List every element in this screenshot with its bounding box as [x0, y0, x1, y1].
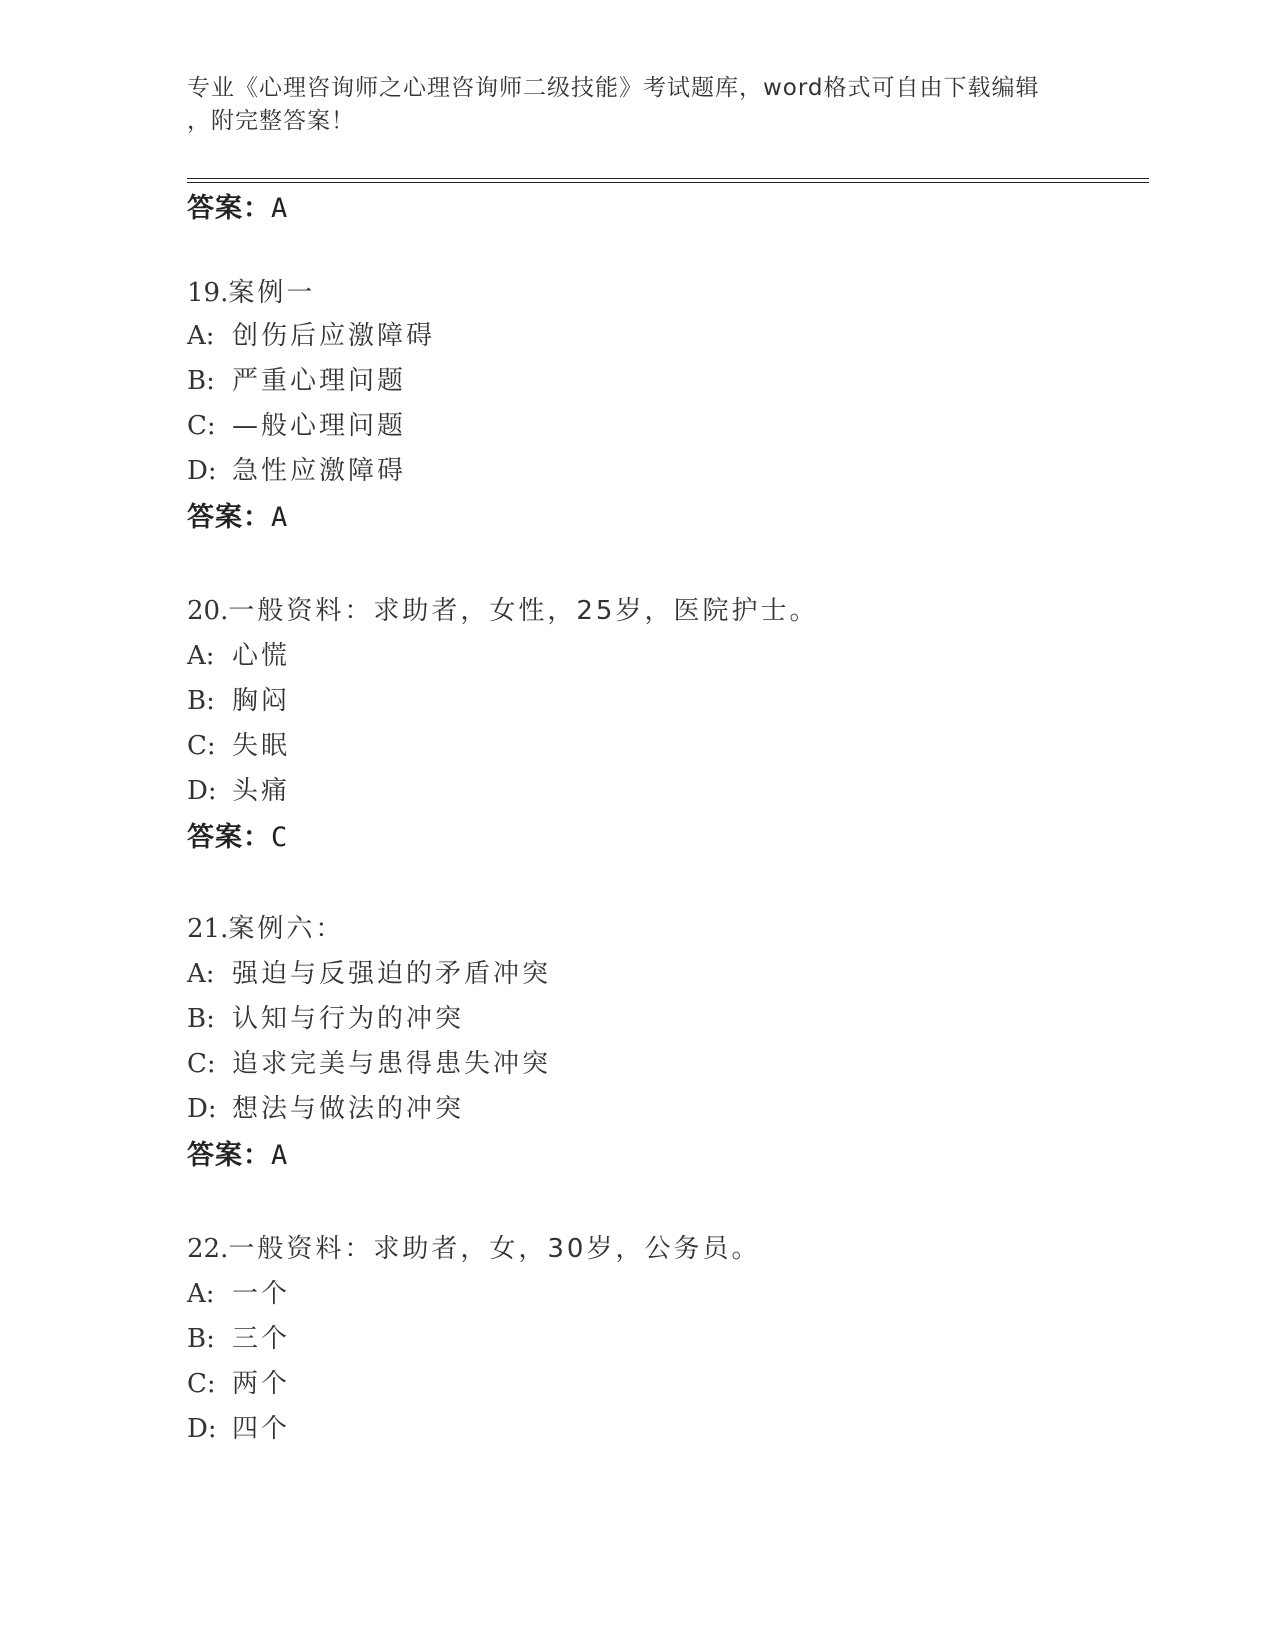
answer-label: 答案：: [187, 502, 271, 533]
header-line-1: 专业《心理咨询师之心理咨询师二级技能》考试题库，word格式可自由下载编辑: [187, 75, 1040, 101]
answer-line: [187, 815, 288, 854]
option-prefix: B:: [187, 1004, 215, 1034]
question-stem: [187, 908, 344, 945]
header-line-2: ，附完整答案！: [187, 108, 355, 134]
option-d: [187, 450, 406, 487]
option-d: [187, 1408, 290, 1445]
answer-label: 答案：: [187, 193, 271, 224]
answer-label: 答案：: [187, 822, 271, 853]
option-d: [187, 1088, 464, 1125]
answer-line: [187, 186, 288, 225]
question-number: 19.: [187, 278, 229, 308]
option-text: 严重心理问题: [232, 366, 407, 396]
question-number: 20.: [187, 596, 229, 626]
option-text: 心慌: [232, 641, 291, 671]
option-c: [187, 1043, 551, 1080]
header-divider: [187, 178, 1149, 183]
option-prefix: C:: [187, 731, 216, 761]
option-a: [187, 953, 551, 990]
option-prefix: A:: [187, 1279, 215, 1309]
option-a: [187, 315, 435, 352]
option-a: [187, 1273, 290, 1310]
question-text: 一般资料：求助者，女，30岁，公务员。: [228, 1234, 761, 1264]
option-b: [187, 1318, 290, 1355]
option-text: 追求完美与患得患失冲突: [232, 1049, 552, 1079]
option-prefix: D:: [187, 1094, 217, 1124]
option-text: 一个: [232, 1279, 291, 1309]
answer-value: A: [271, 1140, 289, 1171]
option-prefix: D:: [187, 1414, 217, 1444]
option-text: 创伤后应激障碍: [232, 321, 436, 351]
option-b: [187, 998, 464, 1035]
option-b: [187, 360, 406, 397]
option-a: [187, 635, 290, 672]
option-prefix: B:: [187, 686, 215, 716]
option-text: 急性应激障碍: [232, 456, 407, 486]
option-prefix: D:: [187, 776, 217, 806]
option-text: 想法与做法的冲突: [232, 1094, 465, 1124]
question-stem: [187, 1228, 760, 1265]
option-text: 失眠: [232, 731, 291, 761]
question-stem: [187, 272, 315, 309]
answer-line: [187, 1133, 288, 1172]
option-prefix: B:: [187, 1324, 215, 1354]
document-header: [187, 72, 1067, 138]
option-prefix: B:: [187, 366, 215, 396]
option-text: 认知与行为的冲突: [232, 1004, 465, 1034]
option-d: [187, 770, 290, 807]
option-text: 胸闷: [232, 686, 291, 716]
option-b: [187, 680, 290, 717]
option-text: 四个: [232, 1414, 291, 1444]
answer-value: C: [271, 822, 289, 853]
option-c: [187, 725, 290, 762]
option-prefix: A:: [187, 959, 215, 989]
question-stem: [187, 590, 818, 627]
option-text: 两个: [232, 1369, 291, 1399]
option-text: 头痛: [232, 776, 291, 806]
option-prefix: C:: [187, 1049, 216, 1079]
question-text: 案例一: [228, 278, 316, 308]
question-number: 22.: [187, 1234, 229, 1264]
option-text: 强迫与反强迫的矛盾冲突: [232, 959, 552, 989]
answer-line: [187, 495, 288, 534]
option-prefix: C:: [187, 1369, 216, 1399]
question-number: 21.: [187, 914, 229, 944]
option-prefix: A:: [187, 641, 215, 671]
option-c: [187, 1363, 290, 1400]
question-text: 一般资料：求助者，女性，25岁，医院护士。: [228, 596, 819, 626]
question-text: 案例六：: [228, 914, 345, 944]
option-prefix: D:: [187, 456, 217, 486]
option-prefix: C:: [187, 411, 216, 441]
answer-label: 答案：: [187, 1140, 271, 1171]
option-prefix: A:: [187, 321, 215, 351]
answer-value: A: [271, 193, 289, 224]
answer-value: A: [271, 502, 289, 533]
option-text: —般心理问题: [232, 411, 407, 441]
option-text: 三个: [232, 1324, 291, 1354]
option-c: [187, 405, 406, 442]
